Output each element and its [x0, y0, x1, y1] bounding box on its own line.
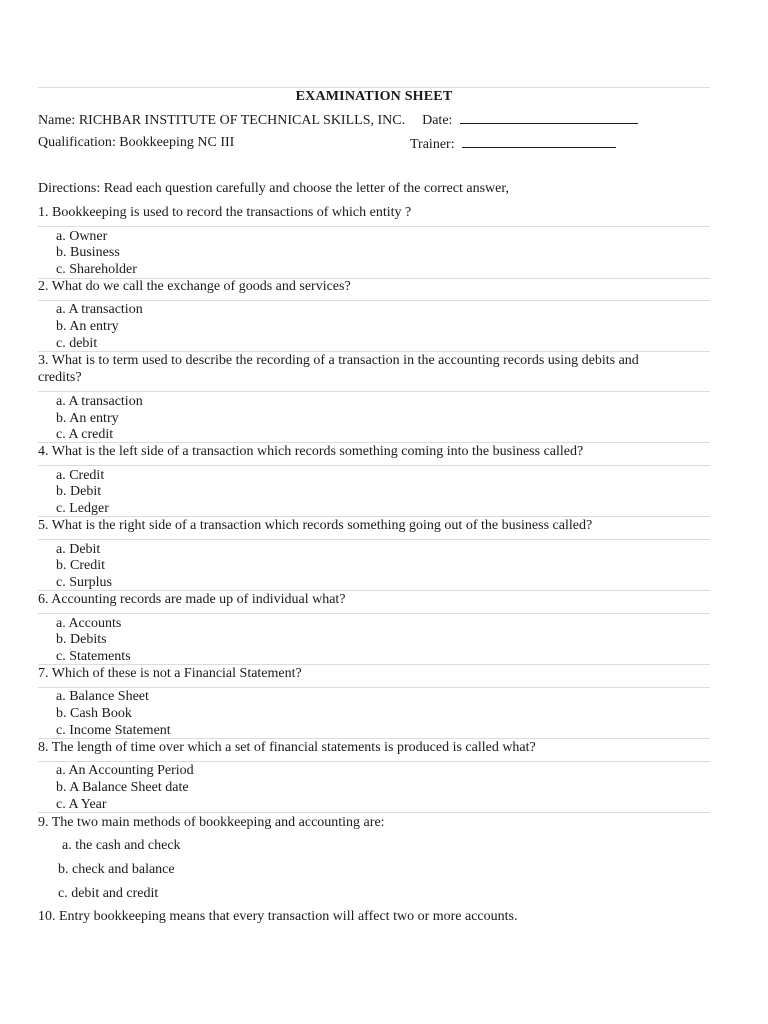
question-3-line-1: 3. What is to term used to describe the recording of a transaction in the accounting records using debits and [38, 353, 639, 368]
q7-option-c[interactable]: c. Income Statement [56, 723, 171, 738]
q5-option-b[interactable]: b. Credit [56, 558, 105, 573]
question-10: 10. Entry bookkeeping means that every transaction will affect two or more accounts. [38, 909, 518, 924]
question-divider [38, 812, 710, 813]
q3-option-a[interactable]: a. A transaction [56, 394, 143, 409]
trainer-blank[interactable] [462, 134, 616, 148]
directions-text: Directions: Read each question carefully and choose the letter of the correct answer, [38, 181, 509, 196]
question-2: 2. What do we call the exchange of goods and services? [38, 279, 351, 294]
name-row [38, 110, 638, 130]
q7-option-b[interactable]: b. Cash Book [56, 706, 132, 721]
q9-option-a[interactable]: a. the cash and check [62, 838, 181, 853]
name-label: Name: RICHBAR INSTITUTE OF TECHNICAL SKILLS, INC. [38, 113, 406, 128]
question-6: 6. Accounting records are made up of individual what? [38, 592, 346, 607]
q2-option-a[interactable]: a. A transaction [56, 302, 143, 317]
q2-option-b[interactable]: b. An entry [56, 319, 119, 334]
q1-option-a[interactable]: a. Owner [56, 229, 108, 244]
q1-option-c[interactable]: c. Shareholder [56, 262, 137, 277]
q6-option-a[interactable]: a. Accounts [56, 616, 122, 631]
q4-option-b[interactable]: b. Debit [56, 484, 102, 499]
q3-option-b[interactable]: b. An entry [56, 411, 119, 426]
question-9: 9. The two main methods of bookkeeping and accounting are: [38, 815, 385, 830]
question-divider [38, 465, 710, 466]
q8-option-a[interactable]: a. An Accounting Period [56, 763, 194, 778]
q6-option-c[interactable]: c. Statements [56, 649, 131, 664]
trainer-label: Trainer: [410, 137, 455, 152]
question-1: 1. Bookkeeping is used to record the transactions of which entity ? [38, 205, 412, 220]
q9-option-c[interactable]: c. debit and credit [58, 886, 159, 901]
q3-option-c[interactable]: c. A credit [56, 427, 114, 442]
trainer-row [410, 134, 616, 154]
question-divider [38, 539, 710, 540]
q8-option-c[interactable]: c. A Year [56, 797, 107, 812]
q5-option-c[interactable]: c. Surplus [56, 575, 112, 590]
question-divider [38, 391, 710, 392]
page-title: EXAMINATION SHEET [295, 89, 453, 104]
q5-option-a[interactable]: a. Debit [56, 542, 101, 557]
qualification-label: Qualification: Bookkeeping NC III [38, 135, 235, 150]
q4-option-a[interactable]: a. Credit [56, 468, 105, 483]
question-8: 8. The length of time over which a set of financial statements is produced is called what? [38, 740, 536, 755]
q4-option-c[interactable]: c. Ledger [56, 501, 109, 516]
q2-option-c[interactable]: c. debit [56, 336, 98, 351]
q9-option-b[interactable]: b. check and balance [58, 862, 175, 877]
question-3-line-2: credits? [38, 370, 82, 385]
q8-option-b[interactable]: b. A Balance Sheet date [56, 780, 189, 795]
question-5: 5. What is the right side of a transaction which records something going out of the business called? [38, 518, 593, 533]
question-4: 4. What is the left side of a transaction which records something coming into the business called? [38, 444, 584, 459]
qualification-row [38, 134, 234, 152]
question-divider [38, 226, 710, 227]
date-label: Date: [422, 113, 453, 128]
question-7: 7. Which of these is not a Financial Statement? [38, 666, 302, 681]
question-divider [38, 613, 710, 614]
q6-option-b[interactable]: b. Debits [56, 632, 107, 647]
q1-option-b[interactable]: b. Business [56, 245, 120, 260]
exam-sheet-page [38, 0, 710, 1024]
q7-option-a[interactable]: a. Balance Sheet [56, 689, 149, 704]
date-blank[interactable] [460, 110, 638, 124]
